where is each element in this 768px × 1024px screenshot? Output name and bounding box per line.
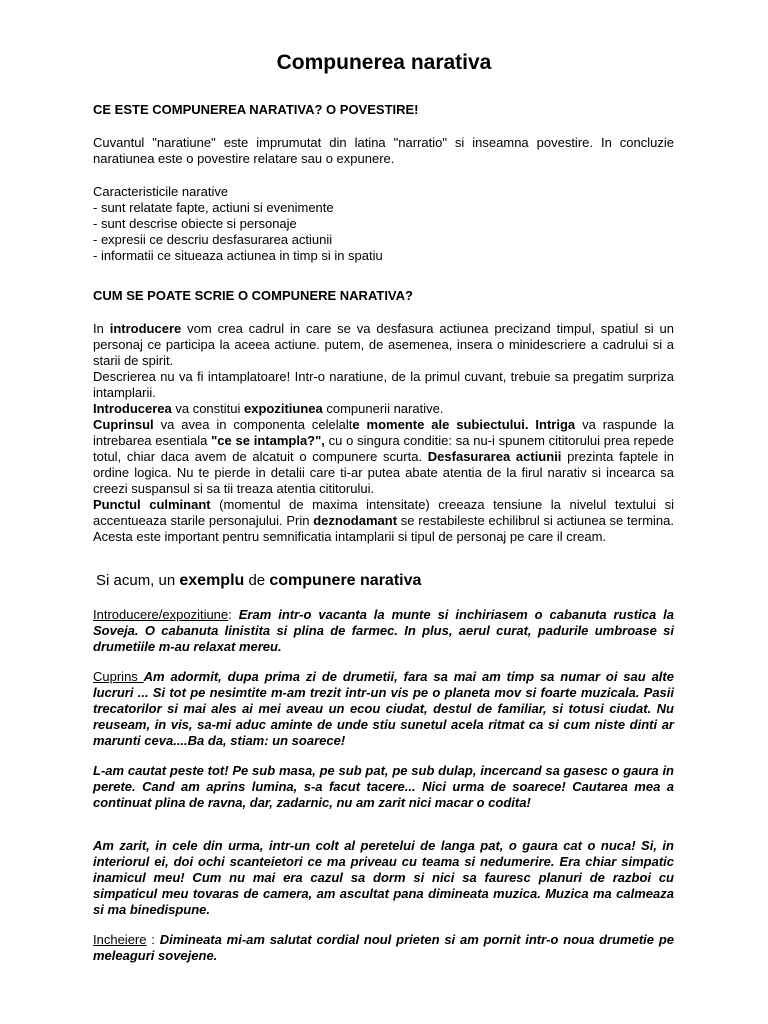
section-heading-how-to: CUM SE POATE SCRIE O COMPUNERE NARATIVA?: [93, 288, 413, 303]
list-item: - sunt descrise obiecte si personaje: [93, 216, 297, 231]
example-subtitle: Si acum, un exemplu de compunere narativa: [96, 572, 422, 589]
list-item: - informatii ce situeaza actiunea in timp si in spatiu: [93, 248, 383, 263]
list-item: - expresii ce descriu desfasurarea actiunii: [93, 232, 333, 247]
exposition-paragraph: Introducerea va constitui expozitiunea compunerii narative.: [93, 401, 444, 416]
section-heading-what-is: CE ESTE COMPUNEREA NARATIVA? O POVESTIRE!: [93, 102, 419, 117]
intro-paragraph: In introducere vom crea cadrul in care se va desfasura actiunea precizand timpul, spatiul si un personaj ce participa la aceea actiune. putem, de asemenea, insera o minidescriere a cadrului si a starii de spirit.: [93, 321, 674, 368]
definition-paragraph: Cuvantul "naratiune" este imprumutat din latina "narratio" si inseamna povestire. In concluzie naratiunea este o povestire relatare sau o expunere.: [93, 135, 674, 166]
example-introduction: Introducere/expozitiune: Eram intr-o vacanta la munte si inchiriasem o cabanuta rustica la Soveja. O cabanuta linistita si plina de farmec. In plus, aerul curat, padurile umbroase si drumetiile m-au relaxat mereu.: [93, 607, 674, 654]
example-body: Cuprins Am adormit, dupa prima zi de drumetii, fara sa mai am timp sa numar oi sau alte lucruri ... Si tot pe nesimtite m-am trezit intr-un vis pe o planeta mov si foarte muzicala. Pasii trecatorilor si mai ales ai mei aveau un ecou ciudat, destul de familiar, si totusi ciudat. Nu reuseam, in vis, sa-mi aduc aminte de unde stiu sunetul acela ritmat ca si cum niste dinti ar marunti ceva....Ba da, stiam: un soarece!: [93, 669, 674, 748]
body-paragraph: Cuprinsul va avea in componenta celelalte momente ale subiectului. Intriga va raspunde la intrebarea esentiala "ce se intampla?", cu o singura conditie: sa nu-i spunem cititorului prea repede totul, chiar daca avem de alcatuit o compunere scurta. Desfasurarea actiunii prezinta faptele in ordine logica. Nu te pierde in detalii care ti-ar putea abate atentia de la firul narativ si incearca sa creezi suspansul si sa tii treaza atentia cititorului.: [93, 417, 674, 496]
list-title: Caracteristicile narative: [93, 184, 229, 199]
page-title: Compunerea narativa: [276, 51, 492, 74]
introduction-label: Introducere/expozitiune: [93, 607, 229, 622]
example-body-paragraph-3: Am zarit, in cele din urma, intr-un colt al peretelui de langa pat, o gaura cat o nuca! Si, in interiorul ei, doi ochi scanteietori ce ma priveau cu teama si nedumerire. Era chiar simpatic inamicul meu! Cum nu mai era cazul sa dorm si nici sa fauresc planuri de razboi cu simpaticul meu tovaras de camera, am ascultat pana dimineata muzica. Muzica ma calmeaza si ma binedispune.: [93, 838, 674, 917]
conclusion-label: Incheiere: [93, 932, 147, 947]
example-body-paragraph-2: L-am cautat peste tot! Pe sub masa, pe sub pat, pe sub dulap, incercand sa gasesc o gaura in perete. Cand am aprins lumina, s-a facut tacere... Nici urma de soarece! Cautarea mea a continuat plina de ravna, dar, zadarnic, nu am zarit nici macar o codita!: [93, 763, 674, 810]
characteristics-list: [93, 184, 674, 264]
description-paragraph: Descrierea nu va fi intamplatoare! Intr-o naratiune, de la primul cuvant, trebuie sa pregatim surpriza intamplarii.: [93, 369, 674, 400]
how-to-body: [93, 321, 674, 545]
example-conclusion: Incheiere : Dimineata mi-am salutat cordial noul prieten si am pornit intr-o noua drumetie pe meleaguri sovejene.: [93, 932, 674, 963]
climax-paragraph: Punctul culminant (momentul de maxima intensitate) creeaza tensiune la nivelul textului si accentueaza starile personajului. Prin deznodamant se restabileste echilibrul si actiunea se termina. Acesta este important pentru semnificatia intamplarii si tipul de personaj pe care il cream.: [93, 497, 674, 544]
body-label: Cuprins: [93, 669, 144, 684]
list-item: - sunt relatate fapte, actiuni si evenimente: [93, 200, 334, 215]
